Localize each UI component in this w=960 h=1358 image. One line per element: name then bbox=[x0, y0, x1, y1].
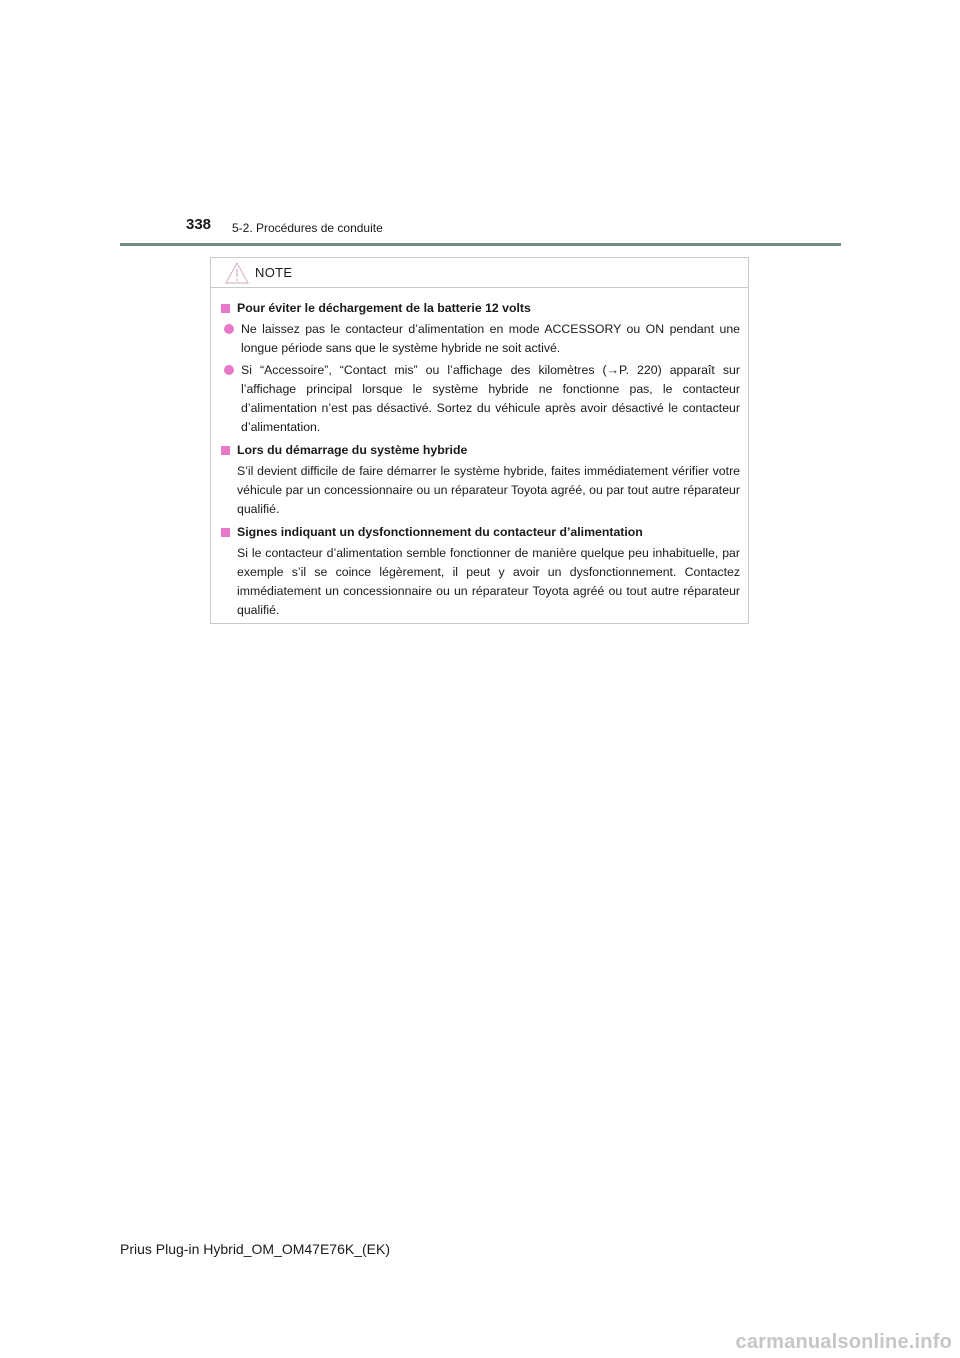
footer-document-id: Prius Plug-in Hybrid_OM_OM47E76K_(EK) bbox=[120, 1241, 390, 1257]
list-item-text: Si “Accessoire”, “Contact mis” ou l’affichage des kilomètres (→P. 220) apparaît sur l’affichage principal lorsque le système hybride ne fonctionne pas, le contacteur d’alimentation n’est pas désactivé. Sortez du véhicule après avoir désactivé le contacteur d’alimentation. bbox=[241, 363, 740, 434]
section-heading-text: Signes indiquant un dysfonctionnement du contacteur d’alimentation bbox=[237, 525, 643, 539]
square-bullet-icon bbox=[221, 528, 230, 537]
header-rule bbox=[120, 243, 841, 246]
square-bullet-icon bbox=[221, 446, 230, 455]
list-item bbox=[219, 320, 740, 358]
list-item-text: Ne laissez pas le contacteur d’alimentation en mode ACCESSORY ou ON pendant une longue période sans que le système hybride ne soit activé. bbox=[241, 322, 740, 355]
square-bullet-icon bbox=[221, 304, 230, 313]
note-section-starting bbox=[219, 441, 740, 519]
note-box bbox=[210, 257, 749, 624]
warning-triangle-icon bbox=[225, 262, 249, 284]
section-heading-text: Pour éviter le déchargement de la batterie 12 volts bbox=[237, 301, 531, 315]
note-header bbox=[211, 258, 748, 288]
circle-bullet-icon bbox=[224, 324, 234, 334]
section-heading bbox=[219, 441, 740, 460]
section-title: 5-2. Procédures de conduite bbox=[232, 221, 383, 235]
note-section-malfunction bbox=[219, 523, 740, 620]
note-label: NOTE bbox=[255, 265, 293, 280]
section-paragraph: S’il devient difficile de faire démarrer le système hybride, faites immédiatement vérifier votre véhicule par un concessionnaire ou un réparateur Toyota agréé, ou par tout autre réparateur qualifié. bbox=[237, 464, 740, 516]
note-body bbox=[211, 288, 748, 620]
section-heading bbox=[219, 299, 740, 318]
circle-bullet-icon bbox=[224, 365, 234, 375]
note-section-battery bbox=[219, 299, 740, 437]
section-heading bbox=[219, 523, 740, 542]
watermark: carmanualsonline.info bbox=[735, 1331, 952, 1353]
page-number: 338 bbox=[186, 216, 212, 233]
section-paragraph: Si le contacteur d’alimentation semble fonctionner de manière quelque peu inhabituelle, par exemple s’il se coince légèrement, il peut y avoir un dysfonctionnement. Contactez immédiatement un concessionnaire ou un réparateur Toyota agréé ou tout autre réparateur qualifié. bbox=[237, 546, 740, 617]
list-item bbox=[219, 361, 740, 437]
section-heading-text: Lors du démarrage du système hybride bbox=[237, 443, 468, 457]
